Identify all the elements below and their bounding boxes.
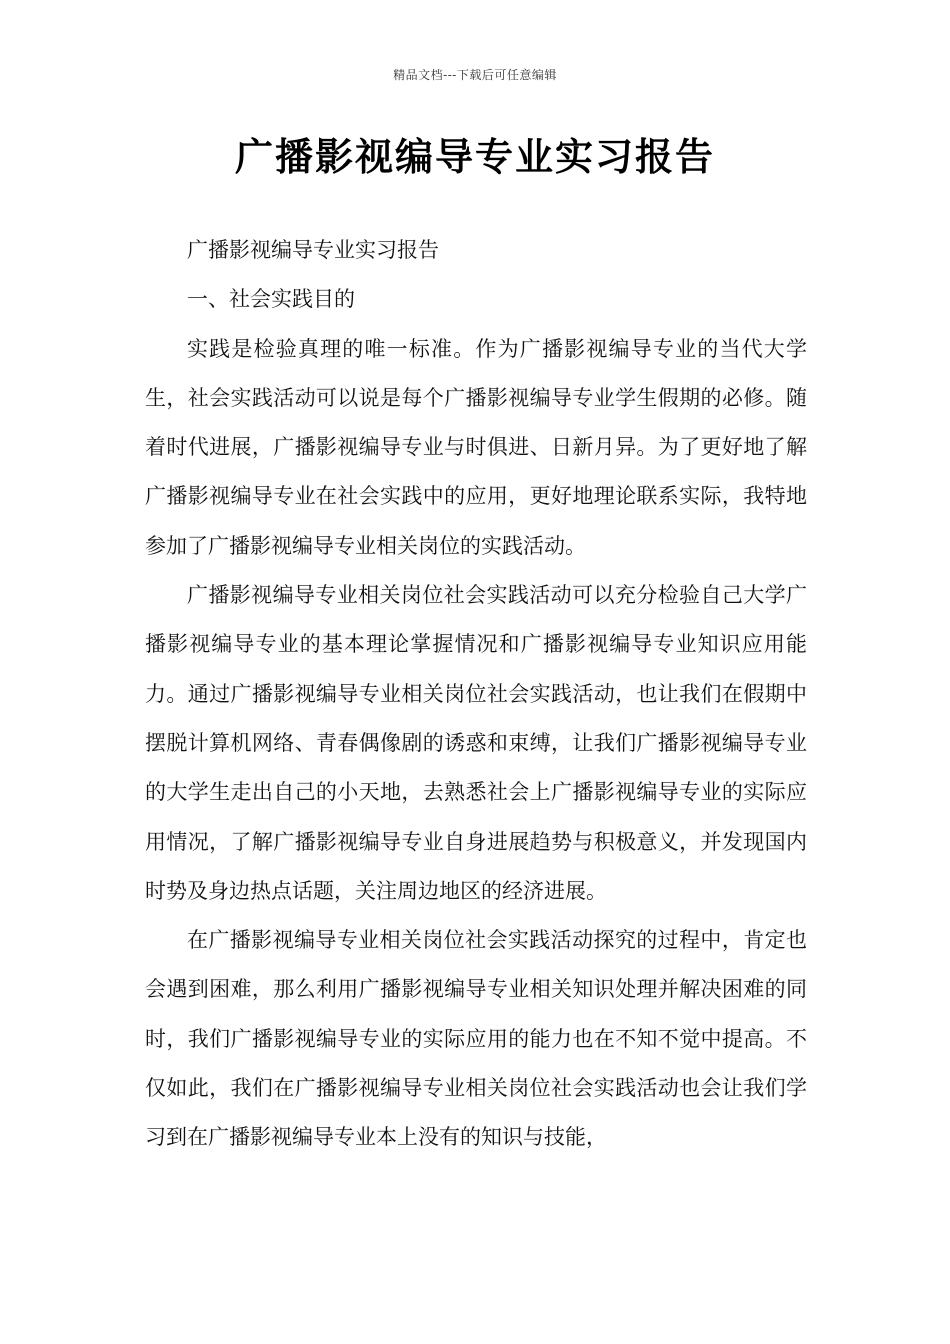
document-title: 广播影视编导专业实习报告 bbox=[234, 135, 715, 179]
paragraph-subtitle: 广播影视编导专业实习报告 bbox=[187, 238, 439, 262]
document-body bbox=[145, 226, 807, 1163]
page-header: 精品文档---下载后可任意编辑 bbox=[393, 68, 557, 82]
section-heading: 一、社会实践目的 bbox=[187, 287, 355, 312]
paragraph: 在广播影视编导专业相关岗位社会实践活动探究的过程中，肯定也会遇到困难，那么利用广播影视编导专业相关知识处理并解决困难的同时，我们广播影视编导专业的实际应用的能力也在不知不觉中提高。不仅如此，我们在广播影视编导专业相关岗位社会实践活动也会让我们学习到在广播影视编导专业本上没有的知识与技能， bbox=[145, 928, 807, 1150]
paragraph: 实践是检验真理的唯一标准。作为广播影视编导专业的当代大学生，社会实践活动可以说是每个广播影视编导专业学生假期的必修。随着时代进展，广播影视编导专业与时俱进、日新月异。为了更好地了解广播影视编导专业在社会实践中的应用，更好地理论联系实际，我特地参加了广播影视编导专业相关岗位的实践活动。 bbox=[145, 336, 807, 558]
paragraph: 广播影视编导专业相关岗位社会实践活动可以充分检验自己大学广播影视编导专业的基本理论掌握情况和广播影视编导专业知识应用能力。通过广播影视编导专业相关岗位社会实践活动，也让我们在假期中摆脱计算机网络、青春偶像剧的诱惑和束缚，让我们广播影视编导专业的大学生走出自己的小天地，去熟悉社会上广播影视编导专业的实际应用情况，了解广播影视编导专业自身进展趋势与积极意义，并发现国内时势及身边热点话题，关注周边地区的经济进展。 bbox=[145, 583, 807, 903]
